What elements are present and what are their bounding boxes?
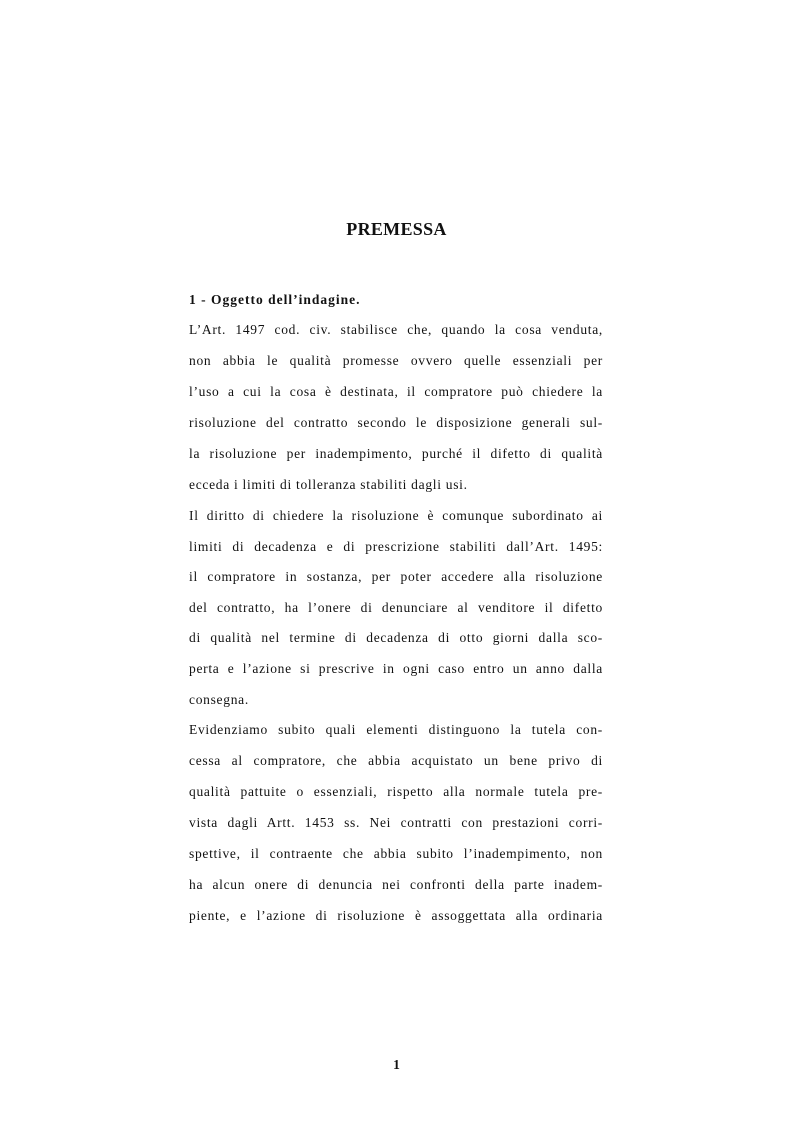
- text-line: Il diritto di chiedere la risoluzione è comunque subordinato ai: [189, 508, 603, 523]
- text-line: ha alcun onere di denuncia nei confronti della parte inadem-: [189, 877, 603, 892]
- text-line: ecceda i limiti di tolleranza stabiliti dagli usi.: [189, 477, 468, 492]
- text-line: il compratore in sostanza, per poter accedere alla risoluzione: [189, 569, 603, 584]
- text-line: del contratto, ha l’onere di denunciare al venditore il difetto: [189, 600, 603, 615]
- text-line: qualità pattuite o essenziali, rispetto alla normale tutela pre-: [189, 784, 603, 799]
- text-line: L’Art. 1497 cod. civ. stabilisce che, quando la cosa venduta,: [189, 322, 603, 337]
- text-line: piente, e l’azione di risoluzione è assoggettata alla ordinaria: [189, 908, 603, 923]
- chapter-title: PREMESSA: [346, 219, 447, 239]
- text-line: di qualità nel termine di decadenza di otto giorni dalla sco-: [189, 630, 603, 645]
- section-heading: 1 - Oggetto dell’indagine.: [189, 292, 361, 307]
- text-line: limiti di decadenza e di prescrizione stabiliti dall’Art. 1495:: [189, 539, 603, 554]
- text-line: perta e l’azione si prescrive in ogni caso entro un anno dalla: [189, 661, 603, 676]
- text-line: risoluzione del contratto secondo le disposizione generali sul-: [189, 415, 603, 430]
- text-line: spettive, il contraente che abbia subito l’inadempimento, non: [189, 846, 603, 861]
- text-line: la risoluzione per inadempimento, purché il difetto di qualità: [189, 446, 603, 461]
- text-line: l’uso a cui la cosa è destinata, il compratore può chiedere la: [189, 384, 603, 399]
- text-line: non abbia le qualità promesse ovvero quelle essenziali per: [189, 353, 603, 368]
- text-line: Evidenziamo subito quali elementi distinguono la tutela con-: [189, 722, 603, 737]
- text-line: consegna.: [189, 692, 249, 707]
- text-line: cessa al compratore, che abbia acquistato un bene privo di: [189, 753, 603, 768]
- page-number: 1: [393, 1057, 400, 1072]
- text-line: vista dagli Artt. 1453 ss. Nei contratti con prestazioni corri-: [189, 815, 603, 830]
